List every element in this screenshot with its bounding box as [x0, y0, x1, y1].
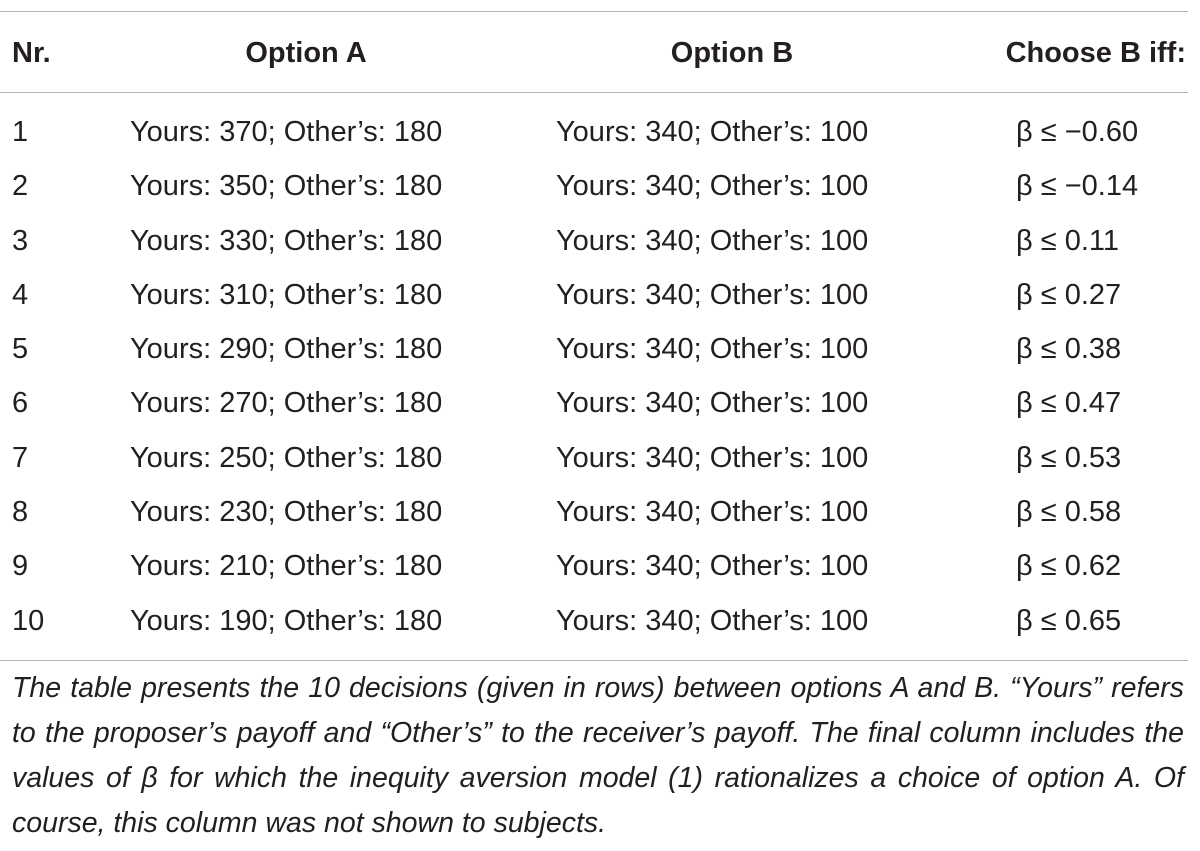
header-option-b: Option B [670, 37, 794, 69]
cell-option-b: Yours: 340; Other’s: 100 [556, 604, 869, 637]
cell-option-b: Yours: 340; Other’s: 100 [556, 550, 869, 583]
table-row [0, 539, 1188, 593]
header-nr: Nr. [12, 37, 51, 69]
table-row [0, 268, 1188, 322]
cell-option-a: Yours: 230; Other’s: 180 [130, 496, 443, 529]
cell-nr: 4 [12, 278, 29, 311]
cell-condition: β ≤ 0.62 [1016, 550, 1122, 583]
cell-option-b: Yours: 340; Other’s: 100 [556, 224, 869, 257]
cell-option-a: Yours: 190; Other’s: 180 [130, 604, 443, 637]
cell-nr: 8 [12, 496, 29, 529]
cell-option-a: Yours: 330; Other’s: 180 [130, 224, 443, 257]
table-bottom-rule [0, 660, 1188, 661]
table-header-rule [0, 92, 1188, 93]
cell-condition: β ≤ 0.58 [1016, 496, 1122, 529]
table-row [0, 105, 1188, 159]
cell-condition: β ≤ 0.11 [1016, 224, 1120, 257]
cell-nr: 10 [12, 604, 45, 637]
table-body [0, 105, 1188, 648]
table-row [0, 214, 1188, 268]
cell-option-a: Yours: 210; Other’s: 180 [130, 550, 443, 583]
cell-option-b: Yours: 340; Other’s: 100 [556, 333, 869, 366]
cell-option-a: Yours: 370; Other’s: 180 [130, 116, 443, 148]
cell-option-b: Yours: 340; Other’s: 100 [556, 387, 869, 420]
header-option-a: Option A [245, 37, 367, 69]
table-row [0, 159, 1188, 213]
table-row [0, 485, 1188, 539]
cell-option-a: Yours: 290; Other’s: 180 [130, 333, 443, 366]
cell-option-a: Yours: 350; Other’s: 180 [130, 170, 443, 203]
table-row [0, 322, 1188, 376]
cell-condition: β ≤ −0.14 [1016, 170, 1139, 203]
cell-condition: β ≤ 0.53 [1016, 441, 1122, 474]
cell-nr: 9 [12, 550, 29, 583]
cell-nr: 7 [12, 441, 29, 474]
cell-nr: 1 [12, 116, 29, 148]
cell-option-b: Yours: 340; Other’s: 100 [556, 496, 869, 529]
cell-condition: β ≤ 0.65 [1016, 604, 1122, 637]
cell-option-b: Yours: 340; Other’s: 100 [556, 278, 869, 311]
cell-option-a: Yours: 250; Other’s: 180 [130, 441, 443, 474]
table-row [0, 376, 1188, 430]
cell-condition: β ≤ 0.27 [1016, 278, 1122, 311]
table-row [0, 431, 1188, 485]
caption-text: The table presents the 10 decisions (given in rows) between options A and B. “Yours” refers to the proposer’s payoff and “Other’s” to the receiver’s payoff. The final column includes the values of β for which the inequity aversion model (1) rationalizes a choice of option A. Of course, this column was not shown to subjects. [12, 672, 1184, 839]
cell-condition: β ≤ −0.60 [1016, 116, 1139, 148]
cell-condition: β ≤ 0.38 [1016, 333, 1122, 366]
table-top-rule [0, 11, 1188, 12]
header-choose-b: Choose B iff: [1005, 37, 1186, 69]
cell-nr: 5 [12, 333, 29, 366]
cell-condition: β ≤ 0.47 [1016, 387, 1122, 420]
cell-option-b: Yours: 340; Other’s: 100 [556, 170, 869, 203]
cell-option-b: Yours: 340; Other’s: 100 [556, 441, 869, 474]
cell-option-b: Yours: 340; Other’s: 100 [556, 116, 869, 148]
cell-nr: 6 [12, 387, 29, 420]
cell-option-a: Yours: 310; Other’s: 180 [130, 278, 443, 311]
cell-nr: 2 [12, 170, 29, 203]
cell-nr: 3 [12, 224, 29, 257]
table-row [0, 594, 1188, 648]
cell-option-a: Yours: 270; Other’s: 180 [130, 387, 443, 420]
table-caption [12, 666, 1184, 846]
